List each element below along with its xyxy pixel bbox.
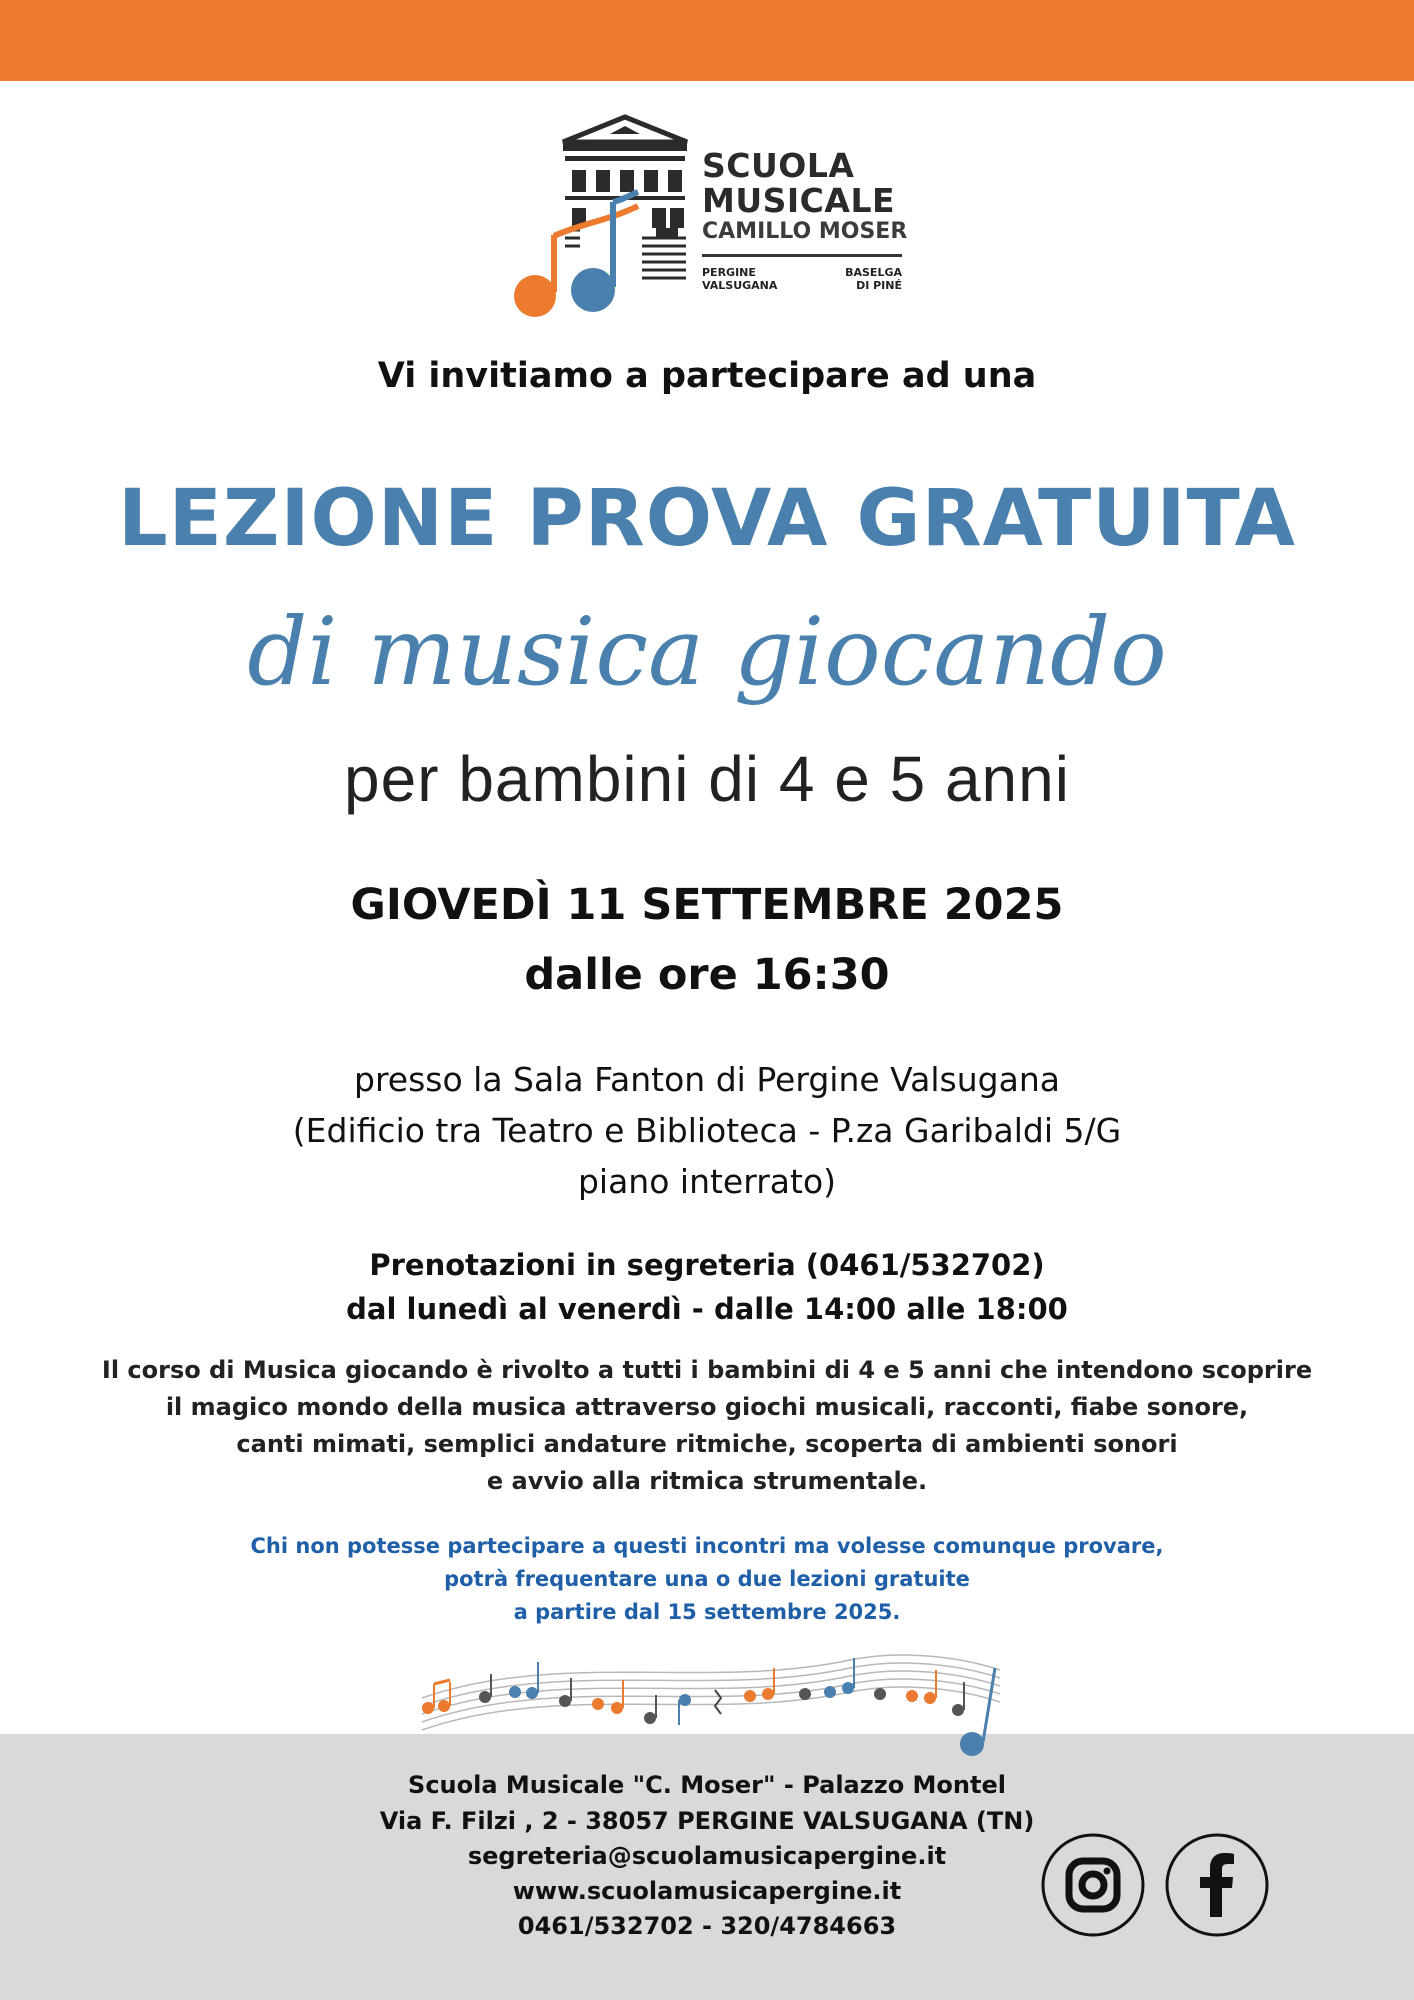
instagram-icon[interactable]	[1041, 1833, 1145, 1937]
description-block	[0, 1352, 1414, 1500]
logo-location-right	[836, 266, 902, 292]
venue-line-2: (Edificio tra Teatro e Biblioteca - P.za Garibaldi 5/G	[292, 1111, 1122, 1150]
venue-block	[0, 1054, 1414, 1207]
logo-divider	[702, 254, 902, 257]
top-orange-bar	[0, 0, 1414, 81]
event-time: dalle ore 16:30	[524, 950, 890, 1000]
location-left-1: PERGINE	[702, 266, 756, 279]
venue-line-1: presso la Sala Fanton di Pergine Valsugana	[354, 1060, 1060, 1099]
headline: LEZIONE PROVA GRATUITA	[117, 474, 1297, 564]
description-line-4: e avvio alla ritmica strumentale.	[486, 1467, 928, 1495]
booking-line-1: Prenotazioni in segreteria (0461/532702)	[369, 1248, 1045, 1282]
school-name-line3: CAMILLO MOSER	[702, 219, 908, 244]
school-name-line2: MUSICALE	[702, 181, 896, 220]
location-left-2: VALSUGANA	[702, 279, 778, 292]
logo-location-left	[702, 266, 777, 292]
booking-block	[0, 1243, 1414, 1331]
footer-website-link[interactable]: www.scuolamusicapergine.it	[512, 1877, 902, 1905]
note-line-1: Chi non potesse partecipare a questi incontri ma volesse comunque provare,	[250, 1534, 1164, 1558]
audience-text: per bambini di 4 e 5 anni	[344, 743, 1070, 815]
location-right-2: DI PINÉ	[856, 279, 902, 292]
note-block	[0, 1530, 1414, 1629]
facebook-icon[interactable]	[1165, 1833, 1269, 1937]
footer-phones: 0461/532702 - 320/4784663	[517, 1912, 897, 1940]
description-line-2: il magico mondo della musica attraverso giochi musicali, racconti, fiabe sonore,	[165, 1393, 1249, 1421]
footer-school-name: Scuola Musicale "C. Moser" - Palazzo Montel	[408, 1771, 1006, 1799]
school-name-line1: SCUOLA	[702, 146, 855, 185]
event-date: GIOVEDÌ 11 SETTEMBRE 2025	[350, 880, 1064, 930]
footer-email-link[interactable]: segreteria@scuolamusicapergine.it	[467, 1842, 947, 1870]
music-staff-icon	[410, 1640, 1010, 1760]
note-line-2: potrà frequentare una o due lezioni gratuite	[444, 1567, 970, 1591]
invite-text: Vi invitiamo a partecipare ad una	[377, 356, 1037, 396]
booking-line-2: dal lunedì al venerdì - dalle 14:00 alle 18:00	[346, 1292, 1068, 1326]
school-name	[702, 148, 907, 246]
footer-address: Via F. Filzi , 2 - 38057 PERGINE VALSUGANA (TN)	[379, 1807, 1035, 1835]
script-title: di musica giocando	[247, 598, 1167, 707]
description-line-1: Il corso di Musica giocando è rivolto a tutti i bambini di 4 e 5 anni che intendono scoprire	[101, 1356, 1313, 1384]
venue-line-3: piano interrato)	[577, 1162, 837, 1201]
note-line-3: a partire dal 15 settembre 2025.	[513, 1600, 901, 1624]
description-line-3: canti mimati, semplici andature ritmiche, scoperta di ambienti sonori	[236, 1430, 1178, 1458]
location-right-1: BASELGA	[845, 266, 902, 279]
